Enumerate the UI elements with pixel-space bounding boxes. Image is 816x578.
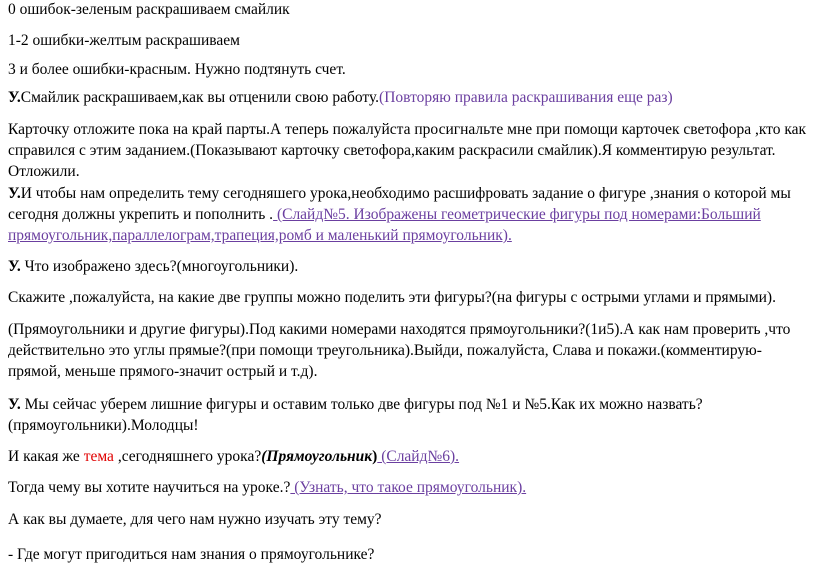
paragraph-zero-errors: 0 ошибок-зеленым раскрашиваем смайлик — [8, 1, 290, 18]
theme-word: тема — [83, 448, 114, 465]
teacher-label: У. — [8, 89, 21, 106]
learn-note: (Узнать, что такое прямоугольник). — [290, 479, 527, 496]
slide-5-note: (Слайд№5. Изображены геометрические фигуры под номерами:Больший прямоугольник,параллелограм,трапеция,ромб и маленький прямоугольник). — [8, 206, 761, 244]
paragraph-what-is-shown — [8, 257, 298, 277]
teacher-label: У. — [8, 185, 21, 202]
paragraph-text: ,сегодняшнего урока? — [113, 448, 262, 465]
paragraph-lesson-topic-task — [8, 183, 808, 246]
paragraph-where-useful: - Где могут пригодиться нам знания о прямоугольнике? — [8, 546, 375, 563]
paragraph-why-study: А как вы думаете, для чего нам нужно изучать эту тему? — [8, 511, 382, 528]
paragraph-remove-figures — [8, 394, 808, 436]
answer-close-paren: ) — [372, 448, 378, 465]
paragraph-traffic-light-cards: Карточку отложите пока на край парты.А теперь пожалуйста просигнальте мне при помощи карточек светофора ,кто как справился с этим заданием.(Показывают карточку светофора,каким раскрасили смайлик).Я комментирую результат. Отложили. — [8, 121, 807, 180]
paragraph-text: И какая же — [8, 448, 84, 465]
paragraph-lesson-theme — [8, 447, 459, 467]
paragraph-text: Мы сейчас уберем лишние фигуры и оставим только две фигуры под №1 и №5.Как их можно назвать?(прямоугольники).Молодцы! — [8, 396, 703, 434]
paragraph-text: Смайлик раскрашиваем,как вы отценили свою работу. — [20, 89, 380, 106]
paragraph-one-two-errors: 1-2 ошибки-желтым раскрашиваем — [8, 32, 240, 49]
paragraph-smiley-coloring — [8, 88, 673, 108]
paragraph-text: Что изображено здесь?(многоугольники). — [20, 258, 299, 275]
teacher-note: (Повторяю правила раскрашивания еще раз) — [379, 89, 673, 106]
paragraph-rectangles-check: (Прямоугольники и другие фигуры).Под какими номерами находятся прямоугольники?(1и5).А как нам проверить ,что действительно это углы прямые?(при помощи треугольника).Выйди, пожалуйста, Слава и покажи.(комментирую-прямой, меньше прямого-значит острый и т.д). — [8, 321, 791, 380]
paragraph-what-to-learn — [8, 478, 526, 498]
paragraph-two-groups: Скажите ,пожалуйста, на какие две группы можно поделить эти фигуры?(на фигуры с острыми углами и прямыми). — [8, 289, 776, 306]
slide-6-note: (Слайд№6). — [377, 448, 460, 465]
paragraph-text: Тогда чему вы хотите научиться на уроке.? — [8, 479, 291, 496]
paragraph-text: И чтобы нам определить тему сегодняшего урока,необходимо расшифровать задание о фигуре ,знания о которой мы сегодня должны укрепить и пополнить . — [8, 185, 791, 223]
teacher-label: У. — [8, 258, 21, 275]
answer-rectangle: (Прямоугольник — [261, 448, 373, 465]
teacher-label: У. — [8, 396, 21, 413]
paragraph-three-errors: 3 и более ошибки-красным. Нужно подтянуть счет. — [8, 61, 346, 78]
